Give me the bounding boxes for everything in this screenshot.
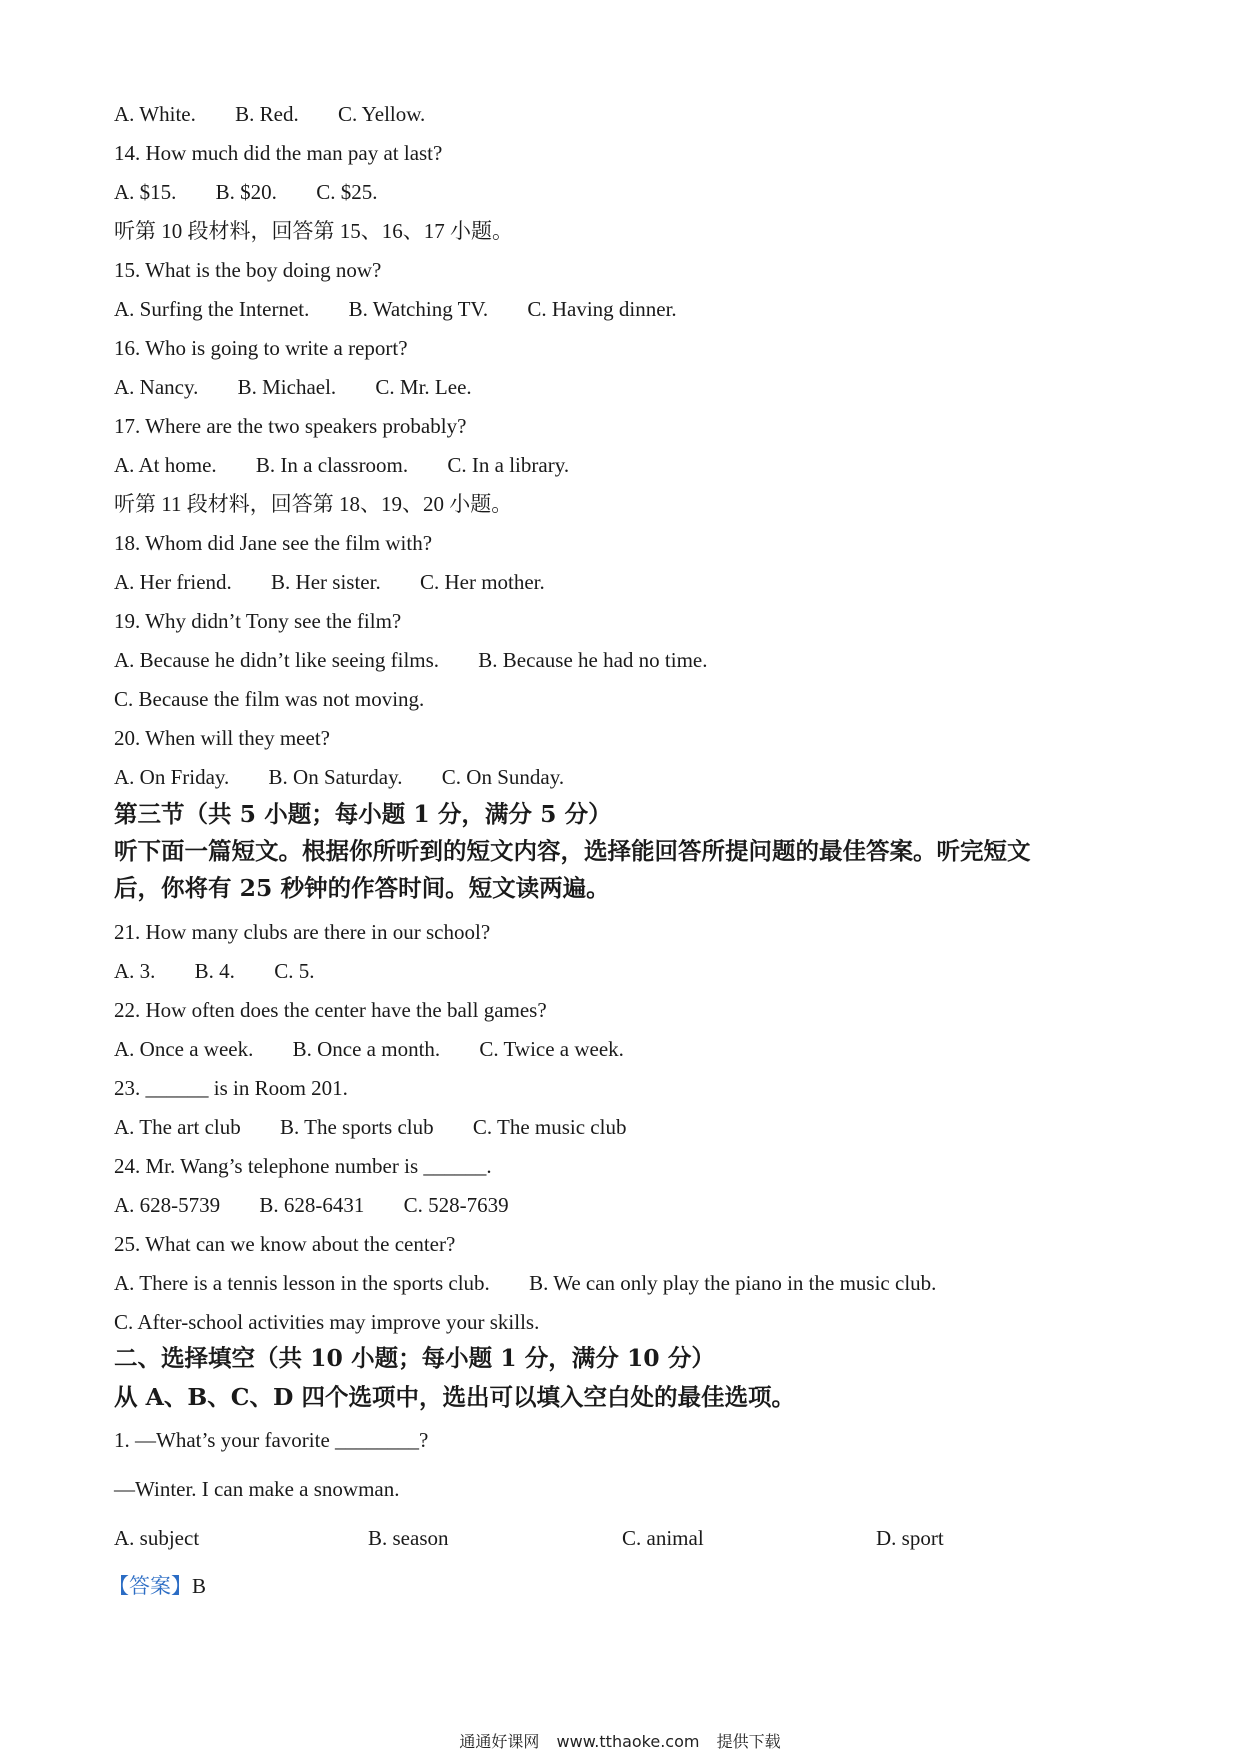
option: B. season <box>368 1526 449 1550</box>
option: A. Surfing the Internet. <box>114 297 310 321</box>
q19-options <box>114 646 741 674</box>
option: A. Because he didn’t like seeing films. <box>114 648 440 672</box>
option: B. Red. <box>235 102 299 126</box>
option: C. 528-7639 <box>403 1193 509 1217</box>
question-25: 25. What can we know about the center? <box>114 1232 456 1256</box>
question-22: 22. How often does the center have the ball games? <box>114 998 547 1022</box>
option: B. Because he had no time. <box>478 648 708 672</box>
answer-line <box>108 1572 206 1600</box>
option: C. Her mother. <box>419 570 545 594</box>
answer-tag: 【答案】 <box>108 1574 192 1598</box>
page-footer <box>0 1732 1240 1752</box>
option: C. Having dinner. <box>527 297 677 321</box>
footer-site: 通通好课网 <box>459 1732 540 1751</box>
option: B. On Saturday. <box>268 765 403 789</box>
option: C. On Sunday. <box>441 765 565 789</box>
option: A. At home. <box>114 453 217 477</box>
question-24: 24. Mr. Wang’s telephone number is ______. <box>114 1154 492 1178</box>
option: A. 628-5739 <box>114 1193 221 1217</box>
option: B. The sports club <box>280 1115 434 1139</box>
section3-title: 第三节（共 5 小题；每小题 1 分，满分 5 分） <box>114 800 612 828</box>
option: C. animal <box>622 1526 704 1550</box>
part2-instruction: 从 A、B、C、D 四个选项中，选出可以填入空白处的最佳选项。 <box>114 1383 796 1411</box>
section3-instruction-2: 后，你将有 25 秒钟的作答时间。短文读两遍。 <box>114 874 610 902</box>
option: D. sport <box>876 1526 944 1550</box>
question-20: 20. When will they meet? <box>114 726 330 750</box>
question-15: 15. What is the boy doing now? <box>114 258 382 282</box>
option: A. There is a tennis lesson in the sports club. <box>114 1271 490 1295</box>
footer-url: www.tthaoke.com <box>556 1732 700 1751</box>
question-23: 23. ______ is in Room 201. <box>114 1076 348 1100</box>
option: C. Yellow. <box>337 102 426 126</box>
option: A. Nancy. <box>114 375 199 399</box>
option: C. Twice a week. <box>479 1037 624 1061</box>
option: A. Her friend. <box>114 570 232 594</box>
option: A. The art club <box>114 1115 241 1139</box>
part2-title: 二、选择填空（共 10 小题；每小题 1 分，满分 10 分） <box>114 1344 715 1372</box>
option: A. subject <box>114 1526 200 1550</box>
q25-options <box>114 1269 970 1297</box>
q25-option-c: C. After-school activities may improve your skills. <box>114 1310 540 1334</box>
listening-intro-11: 听第 11 段材料，回答第 18、19、20 小题。 <box>114 492 513 516</box>
question-17: 17. Where are the two speakers probably? <box>114 414 467 438</box>
q18-options <box>114 568 579 596</box>
q13-options <box>114 100 459 128</box>
option: C. In a library. <box>447 453 570 477</box>
q14-options <box>114 178 411 206</box>
q20-options <box>114 763 598 791</box>
option: C. $25. <box>316 180 378 204</box>
option: A. White. <box>114 102 196 126</box>
part2-question-1-reply: —Winter. I can make a snowman. <box>114 1477 400 1501</box>
question-16: 16. Who is going to write a report? <box>114 336 408 360</box>
q24-options <box>114 1191 543 1219</box>
option: C. Mr. Lee. <box>375 375 472 399</box>
option: A. 3. <box>114 959 156 983</box>
footer-note: 提供下载 <box>716 1732 781 1751</box>
section3-instruction-1: 听下面一篇短文。根据你所听到的短文内容，选择能回答所提问题的最佳答案。听完短文 <box>114 837 1031 865</box>
option: B. 628-6431 <box>259 1193 365 1217</box>
option: B. We can only play the piano in the music club. <box>529 1271 937 1295</box>
option: B. Michael. <box>237 375 337 399</box>
question-18: 18. Whom did Jane see the film with? <box>114 531 433 555</box>
option: C. The music club <box>472 1115 627 1139</box>
option: A. On Friday. <box>114 765 230 789</box>
question-14: 14. How much did the man pay at last? <box>114 141 443 165</box>
question-21: 21. How many clubs are there in our school? <box>114 920 491 944</box>
option: B. In a classroom. <box>255 453 409 477</box>
part2-q1-options <box>114 1524 1130 1552</box>
option: A. $15. <box>114 180 177 204</box>
question-19: 19. Why didn’t Tony see the film? <box>114 609 402 633</box>
option: B. 4. <box>194 959 235 983</box>
answer-value: B <box>192 1574 207 1598</box>
q22-options <box>114 1035 658 1063</box>
option: A. Once a week. <box>114 1037 254 1061</box>
q21-options <box>114 957 348 985</box>
q16-options <box>114 373 506 401</box>
option: B. $20. <box>215 180 277 204</box>
part2-question-1: 1. —What’s your favorite ________? <box>114 1428 429 1452</box>
listening-intro-10: 听第 10 段材料，回答第 15、16、17 小题。 <box>114 219 513 243</box>
q23-options <box>114 1113 660 1141</box>
option: C. 5. <box>274 959 315 983</box>
option: B. Once a month. <box>292 1037 441 1061</box>
q19-option-c: C. Because the film was not moving. <box>114 687 425 711</box>
option: B. Her sister. <box>271 570 381 594</box>
q15-options <box>114 295 711 323</box>
option: B. Watching TV. <box>348 297 489 321</box>
q17-options <box>114 451 603 479</box>
